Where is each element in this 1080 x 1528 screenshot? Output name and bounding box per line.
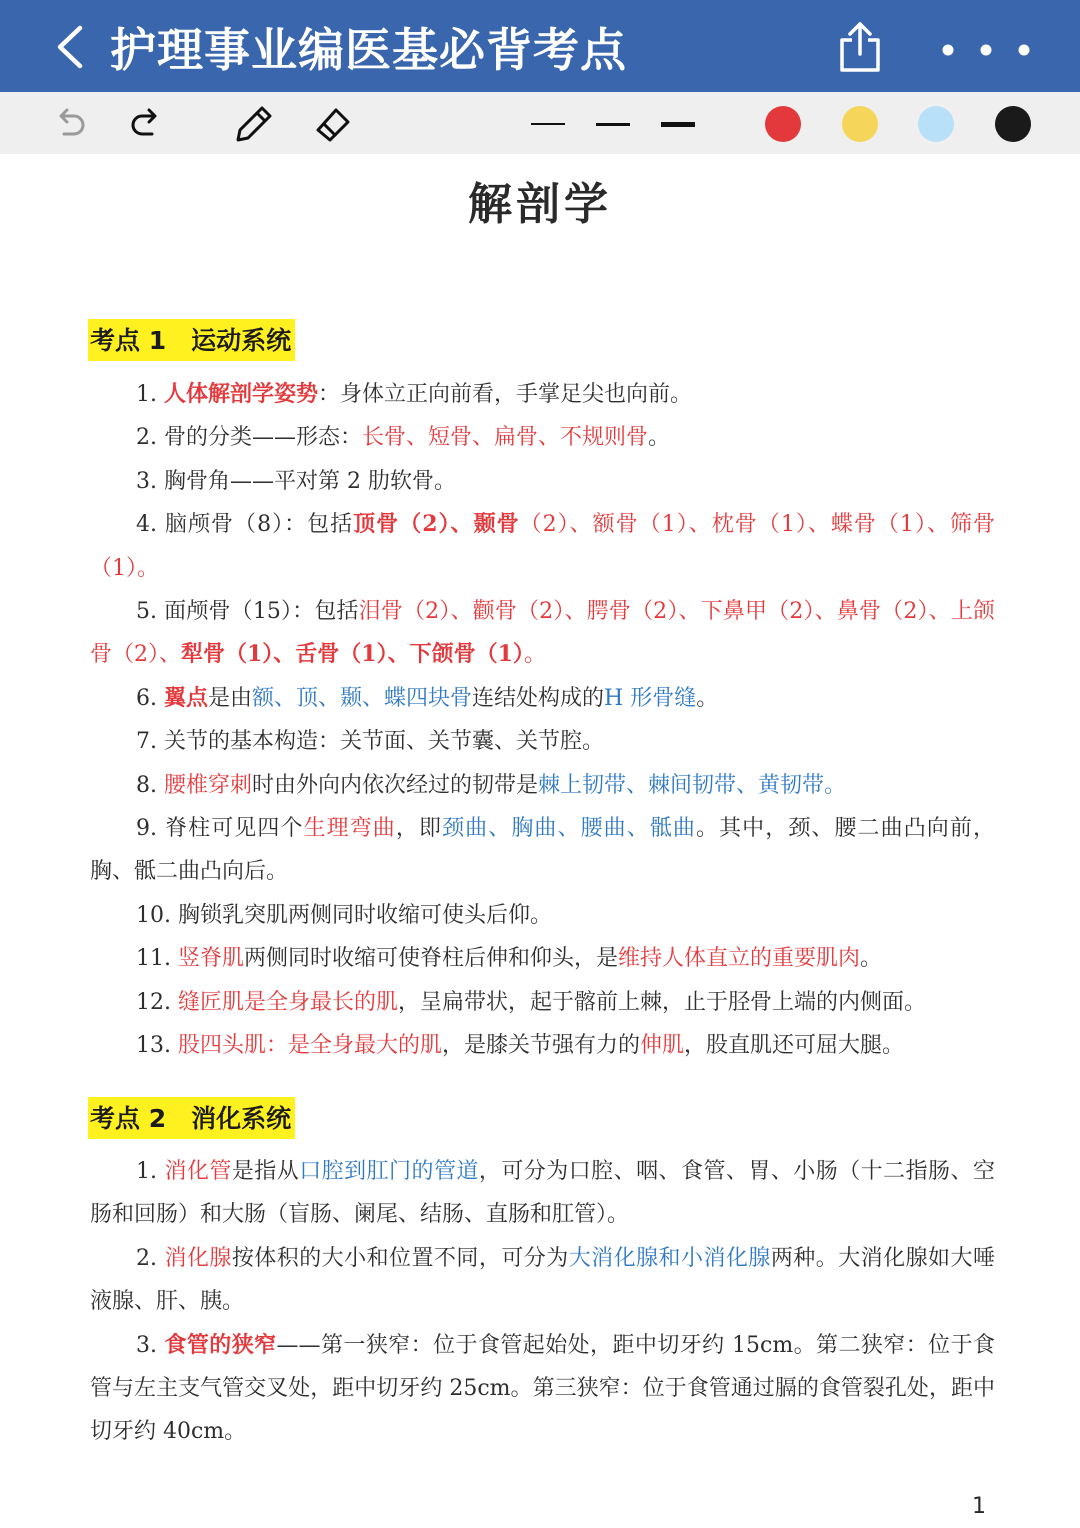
color-black-swatch[interactable]: [995, 106, 1031, 142]
page-title: 解剖学: [468, 179, 612, 230]
section-2-body: [90, 1150, 995, 1454]
stroke-thin-option[interactable]: [525, 108, 571, 140]
eraser-icon: [310, 102, 354, 146]
list-item: 1. 人体解剖学姿势：身体立正向前看，手掌足尖也向前。: [136, 381, 693, 407]
annotation-toolbar: [0, 92, 1080, 154]
more-dots-icon: [936, 38, 1036, 62]
color-red-swatch[interactable]: [765, 106, 801, 142]
list-item: 9. 脊柱可见四个生理弯曲，即颈曲、胸曲、腰曲、骶曲。其中，颈、腰二曲凸向前，胸、骶二曲凸向后。: [90, 816, 995, 885]
pen-tool-button[interactable]: [232, 102, 276, 146]
list-item: 10. 胸锁乳突肌两侧同时收缩可使头后仰。: [136, 902, 552, 928]
list-item: 12. 缝匠肌是全身最长的肌，呈扁带状，起于髂前上棘，止于胫骨上端的内侧面。: [136, 989, 927, 1015]
undo-icon: [50, 104, 90, 144]
stroke-thick-option[interactable]: [655, 108, 701, 140]
more-options-button[interactable]: [936, 38, 1036, 62]
share-button[interactable]: [836, 20, 884, 74]
chevron-left-icon: [50, 22, 94, 72]
eraser-tool-button[interactable]: [310, 102, 354, 146]
section-1-body: [90, 373, 995, 1068]
list-item: 13. 股四头肌：是全身最大的肌，是膝关节强有力的伸肌，股直肌还可屈大腿。: [136, 1033, 905, 1059]
color-yellow-swatch[interactable]: [842, 106, 878, 142]
back-button[interactable]: [50, 22, 94, 72]
app-header: [0, 0, 1080, 92]
section-heading-2: 考点 2 消化系统: [88, 1097, 295, 1139]
color-light-blue-swatch[interactable]: [918, 106, 954, 142]
list-item: 2. 骨的分类——形态：长骨、短骨、扁骨、不规则骨。: [136, 425, 671, 451]
stroke-medium-option[interactable]: [590, 108, 636, 140]
list-item: 4. 脑颅骨（8）：包括顶骨（2）、颞骨（2）、额骨（1）、枕骨（1）、蝶骨（1）、筛骨（1）。: [90, 511, 995, 581]
list-item: 5. 面颅骨（15）：包括泪骨（2）、颧骨（2）、腭骨（2）、下鼻甲（2）、鼻骨（2）、上颌骨（2）、犁骨（1）、舌骨（1）、下颌骨（1）。: [90, 599, 995, 668]
list-item: 2. 消化腺按体积的大小和位置不同，可分为大消化腺和小消化腺两种。大消化腺如大唾液腺、肝、胰。: [90, 1245, 995, 1315]
list-item: 3. 胸骨角——平对第 2 肋软骨。: [136, 468, 456, 494]
list-item: 1. 消化管是指从口腔到肛门的管道，可分为口腔、咽、食管、胃、小肠（十二指肠、空肠和回肠）和大肠（盲肠、阑尾、结肠、直肠和肛管）。: [90, 1159, 995, 1228]
page-number: 1: [972, 1494, 986, 1519]
section-heading-1: 考点 1 运动系统: [88, 319, 295, 361]
redo-icon: [126, 104, 166, 144]
list-item: 6. 翼点是由额、顶、颞、蝶四块骨连结处构成的H 形骨缝。: [136, 684, 719, 711]
list-item: 3. 食管的狭窄——第一狭窄：位于食管起始处，距中切牙约 15cm。第二狭窄：位于食管与左主支气管交叉处，距中切牙约 25cm。第三狭窄：位于食管通过膈的食管裂孔处，距中切牙约 40cm。: [90, 1331, 995, 1445]
list-item: 7. 关节的基本构造：关节面、关节囊、关节腔。: [136, 729, 604, 755]
document-title: 护理事业编医基必背考点: [110, 23, 627, 77]
undo-button[interactable]: [50, 104, 90, 144]
redo-button[interactable]: [126, 104, 166, 144]
list-item: 11. 竖脊肌两侧同时收缩可使脊柱后伸和仰头，是维持人体直立的重要肌肉。: [136, 946, 883, 972]
pencil-icon: [232, 102, 276, 146]
list-item: 8. 腰椎穿刺时由外向内依次经过的韧带是棘上韧带、棘间韧带、黄韧带。: [136, 772, 847, 798]
share-icon: [836, 20, 884, 74]
